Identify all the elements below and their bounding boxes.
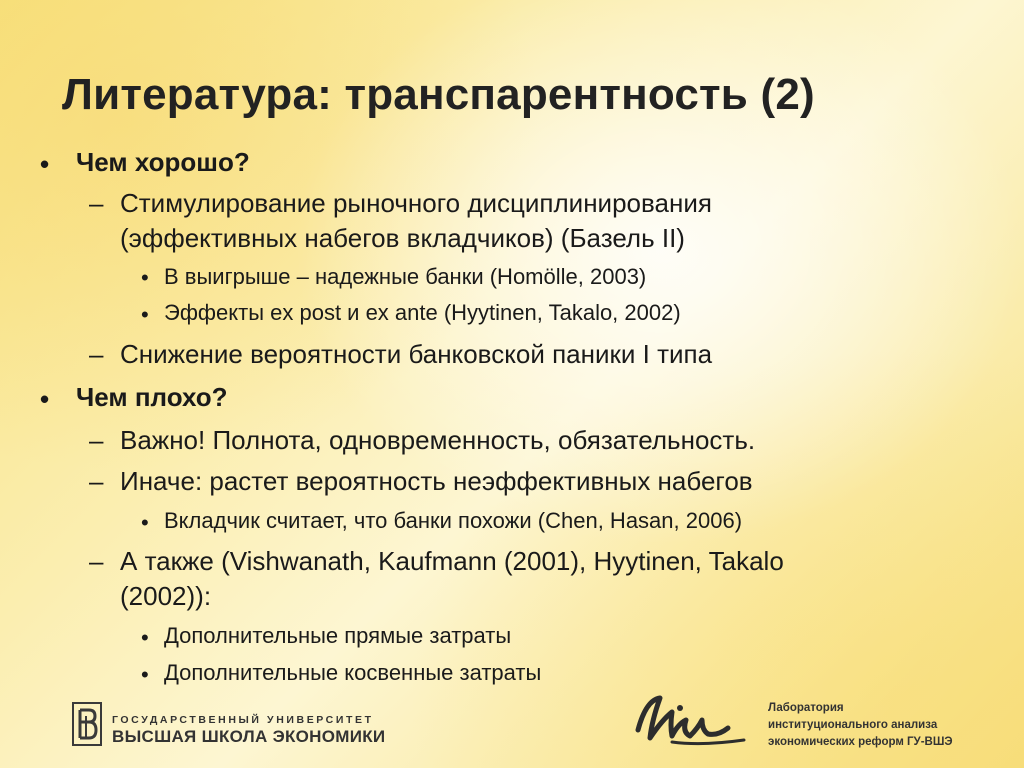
sub-item-also: А также (Vishwanath, Kaufmann (2001), Hyytinen, Takalo	[120, 546, 784, 576]
bullet-item-good: Чем хорошо?	[76, 147, 250, 177]
subsub-item-depositor: Вкладчик считает, что банки похожи (Chen, Hasan, 2006)	[164, 508, 743, 533]
subsub-item-winners: В выигрыше – надежные банки (Homölle, 2003)	[164, 264, 647, 289]
sub-item-market-discipline: Стимулирование рыночного дисциплинирования	[120, 188, 712, 218]
hse-name-line2: ВЫСШАЯ ШКОЛА ЭКОНОМИКИ	[112, 727, 386, 746]
slide-title: Литература: транспарентность (2)	[62, 70, 815, 119]
dash-marker: –	[89, 339, 104, 369]
subsub-item-direct-costs: Дополнительные прямые затраты	[164, 623, 512, 648]
bullet-marker: •	[40, 384, 50, 414]
bullet-marker: •	[141, 302, 149, 327]
lab-line1: Лаборатория	[768, 702, 844, 714]
bullet-marker: •	[141, 625, 149, 650]
bullet-marker: •	[141, 265, 149, 290]
sub-item-also-cont: (2002)):	[120, 581, 212, 611]
hse-logo	[72, 702, 402, 748]
subsub-item-indirect-costs: Дополнительные косвенные затраты	[164, 660, 542, 685]
subsub-item-effects: Эффекты ex post и ex ante (Hyytinen, Takalo, 2002)	[164, 300, 681, 325]
dash-marker: –	[89, 188, 104, 218]
bullet-item-bad: Чем плохо?	[76, 382, 228, 412]
lab-line2: институционального анализа	[768, 719, 938, 731]
bullet-marker: •	[141, 510, 149, 535]
bullet-marker: •	[141, 662, 149, 687]
dash-marker: –	[89, 425, 104, 455]
sub-item-otherwise: Иначе: растет вероятность неэффективных набегов	[120, 466, 753, 496]
sub-item-market-discipline-cont: (эффективных набегов вкладчиков) (Базель II)	[120, 223, 685, 253]
dash-marker: –	[89, 546, 104, 576]
hse-name-line1: ГОСУДАРСТВЕННЫЙ УНИВЕРСИТЕТ	[112, 714, 374, 726]
sub-item-important: Важно! Полнота, одновременность, обязательность.	[120, 425, 756, 455]
dash-marker: –	[89, 466, 104, 496]
bullet-marker: •	[40, 149, 50, 179]
hse-emblem-icon	[72, 702, 102, 746]
sub-item-panic: Снижение вероятности банковской паники I типа	[120, 339, 713, 369]
lia-logo-icon	[632, 690, 752, 752]
lab-line3: экономических реформ ГУ-ВШЭ	[768, 736, 953, 748]
lab-name	[768, 700, 953, 751]
